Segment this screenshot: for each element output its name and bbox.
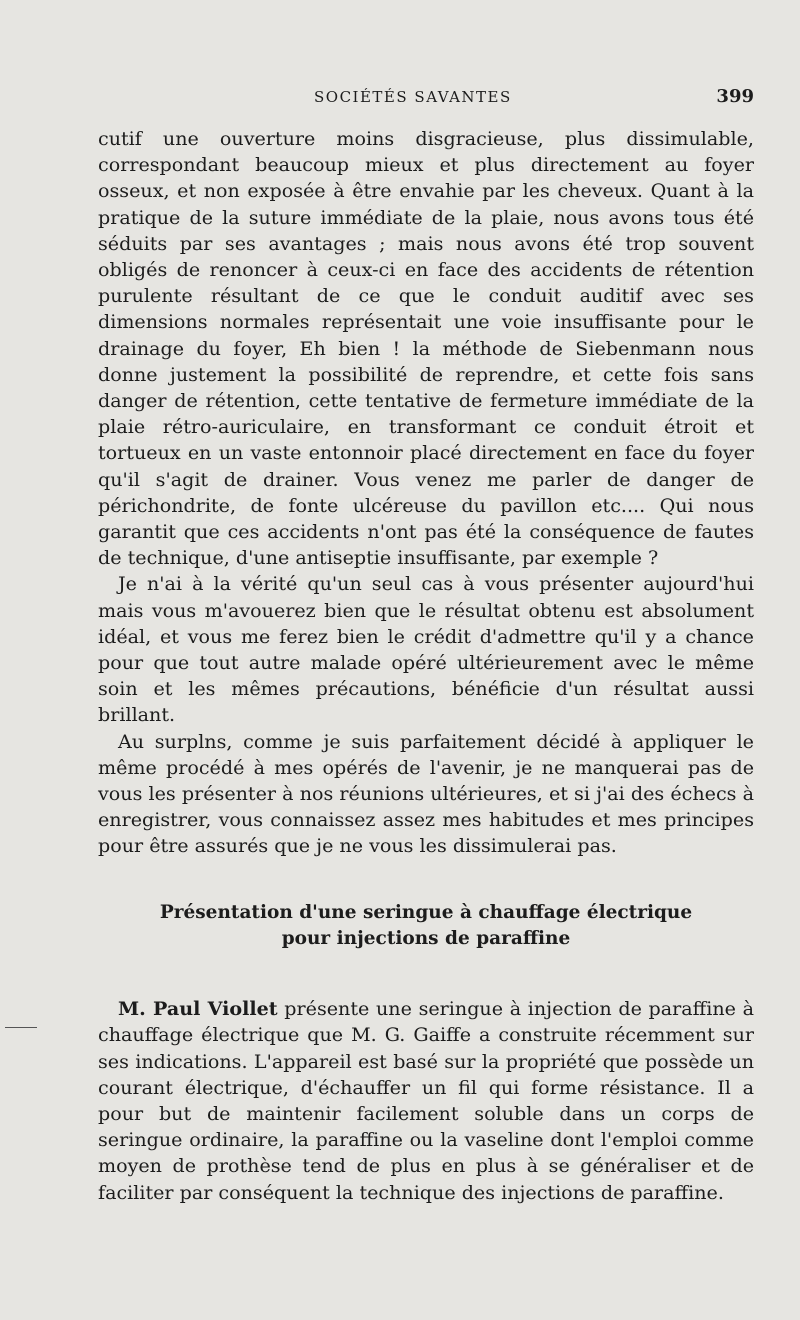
- section-heading-line-1: Présentation d'une seringue à chauffage électrique: [159, 901, 693, 923]
- paragraph-viollet-text: présente une seringue à injection de paraffine à chauffage électrique que M. G. Gaiffe a construite récemment sur ses indications. L'appareil est basé sur la propriété que possède un courant électrique, d'échauffer un fil qui forme résistance. Il a pour but de maintenir facilement soluble dans un corps de seringue ordinaire, la paraffine ou la vaseline dont l'emploi comme moyen de prothèse tend de plus en plus à se généraliser et de faciliter par conséquent la technique des injections de paraffine.: [98, 997, 755, 1204]
- paragraph-surplus: Au surplns, comme je suis parfaitement décidé à appliquer le même procédé à mes opérés de l'avenir, je ne manquerai pas de vous les présenter à nos réunions ultérieures, et si j'ai des échecs à enregistrer, vous connaissez assez mes habitudes et mes principes pour être assurés que je ne vous les dissimulerai pas.: [98, 729, 754, 858]
- section-heading-line-2: pour injections de paraffine: [281, 927, 571, 949]
- paragraph-continued: cutif une ouverture moins disgracieuse, plus dissimulable, correspondant beaucoup mieux et plus directement au foyer osseux, et non exposée à être envahie par les cheveux. Quant à la pratique de la suture immédiate de la plaie, nous avons tous été séduits par ses avantages ; mais nous avons été trop souvent obligés de renoncer à ceux-ci en face des accidents de rétention purulente résultant de ce que le conduit auditif avec ses dimensions normales représentait une voie insuffisante pour le drainage du foyer, Eh bien ! la méthode de Siebenmann nous donne justement la possibilité de reprendre, et cette fois sans danger de rétention, cette tentative de fermeture immédiate de la plaie rétro-auriculaire, en transformant ce conduit étroit et tortueux en un vaste entonnoir placé directement en face du foyer qu'il s'agit de drainer. Vous venez me parler de danger de périchondrite, de fonte ulcéreuse du pavillon etc.... Qui nous garantit que ces accidents n'ont pas été la conséquence de fautes de technique, d'une antiseptie insuffisante, par exemple ?: [98, 127, 754, 570]
- page-number: 399: [716, 86, 754, 107]
- margin-rule: [5, 1027, 37, 1028]
- section-heading: [98, 900, 754, 952]
- speaker-name: M. Paul Viollet: [118, 997, 278, 1021]
- page-header: [98, 86, 754, 112]
- paragraph-single-case: Je n'ai à la vérité qu'un seul cas à vous présenter aujourd'hui mais vous m'avouerez bien que le résultat obtenu est absolument idéal, et vous me ferez bien le crédit d'admettre qu'il y a chance pour que tout autre malade opéré ultérieurement avec le même soin et les mêmes précautions, bénéficie d'un résultat aussi brillant.: [98, 572, 754, 727]
- page-body: [98, 126, 754, 1206]
- paragraph-viollet: [98, 996, 754, 1206]
- running-head: SOCIÉTÉS SAVANTES: [314, 88, 512, 106]
